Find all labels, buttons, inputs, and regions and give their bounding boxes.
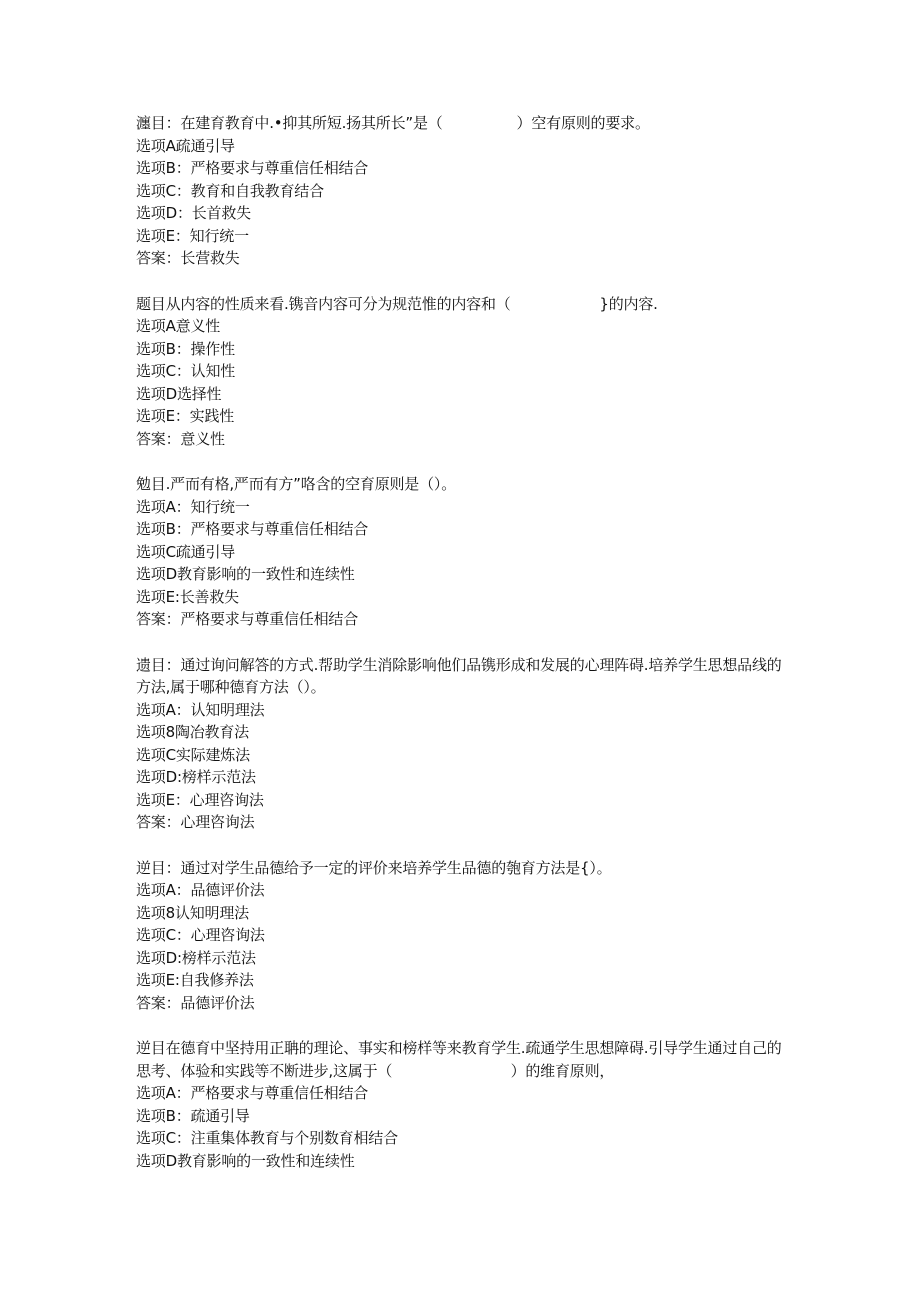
answer-line: 答案：品德评价法 [136,993,255,1012]
option-b: 选项B：严格要求与尊重信任相结合 [136,159,369,177]
question-block-5 [136,857,784,1015]
option-c: 选项C实际建炼法 [136,745,250,764]
option-c: 选项C：心理咨询法 [136,926,265,944]
question-stem: 逆目在德育中坚持用正聃的理论、事实和榜样等来教育学生.疏通学生思想障碍.引导学生通过自己的思考、体验和实践等不断进步,这属于（ ）的维育原则， [136,1039,782,1080]
option-e: 选项E：知行统一 [136,226,249,245]
question-stem: 题目从内容的性质来看.镌音内容可分为规范惟的内容和（ }的内容. [136,294,658,313]
option-b: 选项8认知明理法 [136,903,249,922]
option-c: 选项C：教育和自我教育结合 [136,181,324,200]
question-block-6 [136,1037,784,1172]
option-d: 选项D:榜样示范法 [136,768,256,786]
option-d: 选项D:榜样示范法 [136,948,256,967]
answer-line: 答案：严格要求与尊重信任相结合 [136,610,359,628]
question-stem: 瀍目：在建育教育中.•抑其所短.扬其所长”是（ ）空有原则的要求。 [136,114,650,132]
option-e: 选项E：心理咨询法 [136,790,264,809]
question-block-3 [136,473,784,631]
question-block-2 [136,293,784,451]
option-e: 选项E:长善救失 [136,587,239,606]
option-a: 选项A疏通引导 [136,136,235,155]
option-a: 选项A：品德评价法 [136,881,265,899]
answer-line: 答案：长营救失 [136,249,240,267]
option-e: 选项E：实践性 [136,407,235,425]
answer-line: 答案：心理咨询法 [136,813,255,831]
option-a: 选项A：知行统一 [136,497,250,516]
question-list [136,112,784,1195]
question-stem: 逆目：通过对学生品德给予一定的评价来培养学生品德的匏育方法是{）。 [136,858,612,877]
option-e: 选项E:自我修养法 [136,971,254,989]
option-a: 选项A：严格要求与尊重信任相结合 [136,1084,369,1102]
question-block-1 [136,112,784,270]
option-c: 选项C：注重集体教育与个别数育相结合 [136,1129,398,1147]
question-stem: 勉目.严而有格,严而有方”咯含的空育原则是（）。 [136,475,457,493]
answer-line: 答案：意义性 [136,429,225,448]
option-d: 选项D选择性 [136,384,222,403]
option-b: 选项B：操作性 [136,339,235,358]
option-a: 选项A意义性 [136,317,221,335]
option-d: 选项D教育影响的一致性和连续性 [136,565,355,583]
option-b: 选项B：严格要求与尊重信任相结合 [136,520,369,538]
option-b: 选项B：疏通引导 [136,1106,250,1125]
option-c: 选项C：认知性 [136,362,236,380]
option-c: 选项C疏通引导 [136,542,236,561]
question-stem: 遗目：通过询问解答的方式.帮助学生消除影响他们品镌形成和发展的心理阵碍.培养学生思想品线的方法,属于哪种德育方法（）。 [136,655,782,696]
option-d: 选项D：长首救失 [136,204,251,222]
option-b: 选项8陶冶教育法 [136,723,249,741]
question-block-4 [136,654,784,834]
option-a: 选项A：认知明理法 [136,700,265,719]
option-d: 选项D教育影响的一致性和连续性 [136,1151,355,1170]
